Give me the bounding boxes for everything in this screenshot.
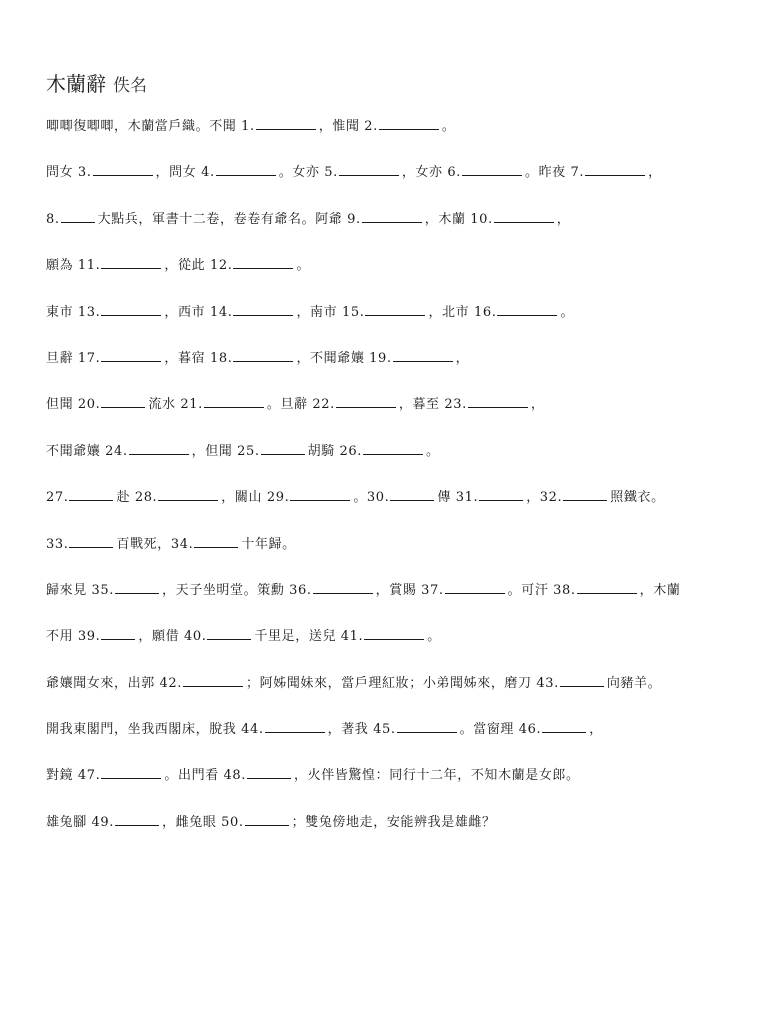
line-text: ，願借 40. xyxy=(138,629,207,645)
fill-in-blank xyxy=(397,719,457,733)
poem-body xyxy=(46,116,746,858)
line-text: 。當窗理 46. xyxy=(459,722,542,738)
line-text: ，但聞 25. xyxy=(191,443,260,459)
fill-in-blank xyxy=(69,534,113,548)
line-text: 胡騎 26. xyxy=(307,443,363,459)
line-text: 。旦辭 22. xyxy=(266,397,335,413)
fill-in-blank xyxy=(183,673,243,687)
fill-in-blank xyxy=(204,394,264,408)
line-text: ，問女 4. xyxy=(155,165,215,181)
line-text: ，關山 29. xyxy=(221,490,290,506)
fill-in-blank xyxy=(468,394,528,408)
fill-in-blank xyxy=(362,209,422,223)
line-text: ，火伴皆驚惶：同行十二年，不知木蘭是女郎。 xyxy=(294,768,580,784)
poem-line xyxy=(46,580,746,626)
line-text: 雄兔腳 49. xyxy=(46,814,115,830)
line-text: 傳 31. xyxy=(437,490,479,506)
line-text: 。女亦 5. xyxy=(278,165,338,181)
line-text: 但聞 20. xyxy=(46,397,101,413)
fill-in-blank xyxy=(462,162,522,176)
fill-in-blank xyxy=(265,719,325,733)
fill-in-blank xyxy=(585,162,645,176)
fill-in-blank xyxy=(379,116,439,130)
fill-in-blank xyxy=(101,765,161,779)
line-text: ，雌兔眼 50. xyxy=(162,814,244,830)
fill-in-blank xyxy=(233,348,293,362)
line-text: ，木蘭 xyxy=(639,582,681,598)
fill-in-blank xyxy=(256,116,316,130)
line-text: 8. xyxy=(46,211,60,227)
author-name: 佚名 xyxy=(113,76,147,96)
line-text: ；雙兔傍地走，安能辨我是雄雌？ xyxy=(291,814,496,830)
fill-in-blank xyxy=(479,487,523,501)
fill-in-blank xyxy=(290,487,350,501)
line-text: 東市 13. xyxy=(46,304,101,320)
poem-line xyxy=(46,162,746,208)
line-text: 十年歸。 xyxy=(241,536,296,552)
line-text: ，暮宿 18. xyxy=(164,350,233,366)
line-text: 問女 3. xyxy=(46,165,92,181)
fill-in-blank xyxy=(101,348,161,362)
line-text: 赴 28. xyxy=(116,490,158,506)
poem-line xyxy=(46,765,746,811)
poem-line xyxy=(46,534,746,580)
line-text: ， xyxy=(530,397,545,413)
poem-title: 木蘭辭 xyxy=(46,72,106,96)
fill-in-blank xyxy=(563,487,607,501)
line-text: ， xyxy=(589,722,603,738)
line-text: ， xyxy=(648,165,662,181)
line-text: ， xyxy=(556,211,571,227)
line-text: 。 xyxy=(296,258,311,274)
fill-in-blank xyxy=(390,487,434,501)
fill-in-blank xyxy=(101,302,161,316)
fill-in-blank xyxy=(497,302,557,316)
line-text: 。 xyxy=(441,119,456,134)
line-text: 。 xyxy=(560,304,575,320)
poem-line xyxy=(46,441,746,487)
fill-in-blank xyxy=(247,765,291,779)
fill-in-blank xyxy=(101,394,145,408)
fill-in-blank xyxy=(207,626,251,640)
line-text: 千里足，送兒 41. xyxy=(254,629,364,645)
fill-in-blank xyxy=(194,534,238,548)
fill-in-blank xyxy=(364,626,424,640)
line-text: 百戰死，34. xyxy=(116,536,194,552)
line-text: ，不聞爺孃 19. xyxy=(296,350,392,366)
line-text: 大點兵，軍書十二卷，卷卷有爺名。阿爺 9. xyxy=(97,211,361,227)
line-text: ，暮至 23. xyxy=(398,397,467,413)
line-text: ，西市 14. xyxy=(164,304,233,320)
line-text: 不用 39. xyxy=(46,629,101,645)
line-text: 爺孃聞女來，出郭 42. xyxy=(46,675,183,691)
fill-in-blank xyxy=(158,487,218,501)
line-text: 。30. xyxy=(353,490,390,506)
poem-line xyxy=(46,673,746,719)
fill-in-blank xyxy=(61,209,95,223)
fill-in-blank xyxy=(336,394,396,408)
fill-in-blank xyxy=(129,441,189,455)
poem-line xyxy=(46,348,746,394)
fill-in-blank xyxy=(577,580,637,594)
fill-in-blank xyxy=(365,302,425,316)
line-text: 流水 21. xyxy=(148,397,203,413)
line-text: ， xyxy=(455,350,470,366)
line-text: ，惟聞 2. xyxy=(318,119,378,134)
fill-in-blank xyxy=(233,255,293,269)
fill-in-blank xyxy=(101,255,161,269)
poem-line xyxy=(46,302,746,348)
fill-in-blank xyxy=(115,580,159,594)
fill-in-blank xyxy=(363,441,423,455)
poem-line xyxy=(46,116,746,162)
fill-in-blank xyxy=(339,162,399,176)
fill-in-blank xyxy=(445,580,505,594)
poem-line xyxy=(46,209,746,255)
fill-in-blank xyxy=(245,812,289,826)
line-text: 。 xyxy=(427,629,441,645)
fill-in-blank xyxy=(560,673,604,687)
line-text: ，女亦 6. xyxy=(401,165,461,181)
line-text: 開我東閣門，坐我西閣床，脫我 44. xyxy=(46,722,264,738)
line-text: 不聞爺孃 24. xyxy=(46,443,128,459)
line-text: 33. xyxy=(46,536,69,552)
line-text: ，從此 12. xyxy=(164,258,233,274)
line-text: 唧唧復唧唧，木蘭當戶織。不聞 1. xyxy=(46,119,255,134)
fill-in-blank xyxy=(261,441,305,455)
line-text: ，南市 15. xyxy=(296,304,365,320)
line-text: ，賞賜 37. xyxy=(375,582,444,598)
fill-in-blank xyxy=(233,302,293,316)
line-text: ，32. xyxy=(526,490,563,506)
title-row xyxy=(46,68,746,96)
line-text: 向豬羊。 xyxy=(606,675,662,691)
poem-line xyxy=(46,812,746,858)
line-text: 。出門看 48. xyxy=(164,768,247,784)
poem-line xyxy=(46,255,746,301)
fill-in-blank xyxy=(69,487,113,501)
poem-line xyxy=(46,394,746,440)
line-text: ，著我 45. xyxy=(327,722,396,738)
line-text: ，木蘭 10. xyxy=(424,211,493,227)
line-text: 。 xyxy=(426,443,440,459)
line-text: 27. xyxy=(46,490,69,506)
line-text: 歸來見 35. xyxy=(46,582,115,598)
line-text: 對鏡 47. xyxy=(46,768,101,784)
fill-in-blank xyxy=(216,162,276,176)
fill-in-blank xyxy=(115,812,159,826)
fill-in-blank xyxy=(393,348,453,362)
poem-line xyxy=(46,719,746,765)
fill-in-blank xyxy=(313,580,373,594)
fill-in-blank xyxy=(494,209,554,223)
worksheet xyxy=(46,68,746,858)
poem-line xyxy=(46,626,746,672)
line-text: 。昨夜 7. xyxy=(524,165,585,181)
fill-in-blank xyxy=(101,626,135,640)
line-text: ，北市 16. xyxy=(428,304,497,320)
line-text: 旦辭 17. xyxy=(46,350,101,366)
line-text: 願為 11. xyxy=(46,258,101,274)
fill-in-blank xyxy=(93,162,153,176)
line-text: ；阿姊聞妹來，當戶理紅妝；小弟聞姊來，磨刀 43. xyxy=(246,675,559,691)
line-text: ，天子坐明堂。策勳 36. xyxy=(162,582,312,598)
poem-line xyxy=(46,487,746,533)
fill-in-blank xyxy=(542,719,586,733)
line-text: 照鐵衣。 xyxy=(610,490,665,506)
line-text: 。可汗 38. xyxy=(507,582,576,598)
